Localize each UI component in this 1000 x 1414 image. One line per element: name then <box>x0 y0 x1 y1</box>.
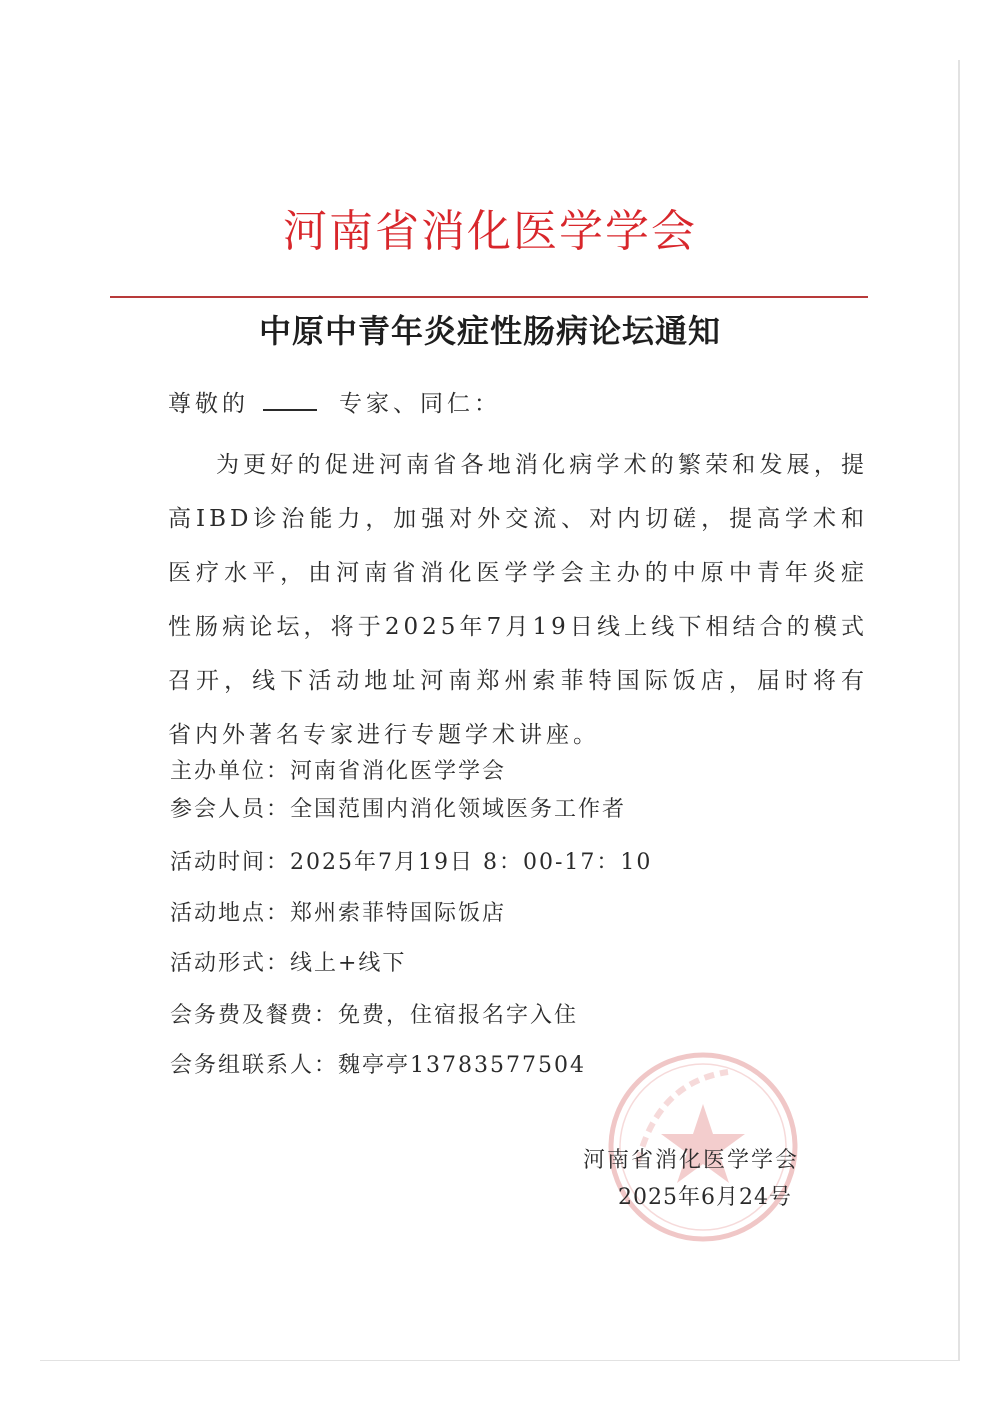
scan-edge-right <box>958 60 960 1360</box>
salutation-prefix: 尊敬的 <box>168 391 249 417</box>
info-host: 主办单位：河南省消化医学学会 <box>170 759 507 784</box>
name-blank <box>263 395 317 411</box>
body-paragraph: 为更好的促进河南省各地消化病学术的繁荣和发展，提高IBD诊治能力，加强对外交流、对内切磋，提高学术和医疗水平，由河南省消化医学学会主办的中原中青年炎症性肠病论坛，将于2025年7月19日线上线下相结合的模式召开，线下活动地址河南郑州索菲特国际饭店，届时将有省内外著名专家进行专题学术讲座。 <box>168 452 868 748</box>
salutation-suffix: 专家、同仁： <box>339 391 501 417</box>
info-time: 活动时间：2025年7月19日 8：00-17：10 <box>170 850 653 875</box>
signature-organization: 河南省消化医学学会 <box>583 1148 800 1173</box>
info-fees: 会务费及餐费：免费，住宿报名字入住 <box>170 1003 579 1028</box>
info-format: 活动形式：线上+线下 <box>170 951 407 976</box>
info-participants: 参会人员：全国范围内消化领域医务工作者 <box>170 797 627 822</box>
info-contact: 会务组联系人：魏亭亭13783577504 <box>170 1053 586 1078</box>
signature-date: 2025年6月24号 <box>618 1185 792 1210</box>
header-divider <box>110 296 868 298</box>
document-title: 中原中青年炎症性肠病论坛通知 <box>258 312 721 350</box>
salutation <box>168 385 501 418</box>
organization-header: 河南省消化医学学会 <box>283 206 697 257</box>
scan-edge-bottom <box>40 1360 960 1361</box>
info-location: 活动地点：郑州索菲特国际饭店 <box>170 901 507 926</box>
